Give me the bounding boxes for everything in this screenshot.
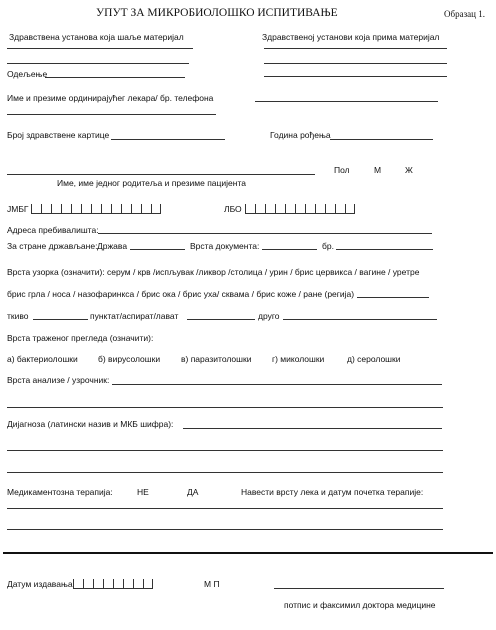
exam-option-bacteriological[interactable]: а) бактериолошки bbox=[7, 354, 78, 364]
document-type-label: Врста документа: bbox=[190, 241, 260, 251]
diagnosis-label: Дијагноза (латински назив и МКБ шифра): bbox=[7, 419, 174, 429]
doctor-label: Име и презиме ординирајућег лекара/ бр. телефона bbox=[7, 93, 214, 103]
exam-option-serological[interactable]: д) серолошки bbox=[347, 354, 401, 364]
region-line[interactable] bbox=[357, 297, 429, 298]
patient-name-line[interactable] bbox=[7, 174, 315, 175]
therapy-note-label: Навести врсту лека и датум почетка терапије: bbox=[241, 487, 424, 497]
exam-option-parasitological[interactable]: в) паразитолошки bbox=[181, 354, 252, 364]
document-number-label: бр. bbox=[322, 241, 334, 251]
issue-date-label: Датум издавања bbox=[7, 579, 73, 589]
receiver-institution-line-3[interactable] bbox=[264, 76, 447, 77]
health-card-label: Број здравствене картице bbox=[7, 130, 110, 140]
analysis-line-2[interactable] bbox=[7, 407, 443, 408]
sex-female-option[interactable]: Ж bbox=[405, 165, 413, 175]
exam-type-label: Врста траженог прегледа (означити): bbox=[7, 333, 154, 343]
therapy-line-2[interactable] bbox=[7, 529, 443, 530]
jmbg-label: ЈМБГ bbox=[7, 204, 29, 214]
exam-option-mycological[interactable]: г) миколошки bbox=[272, 354, 325, 364]
foreign-citizens-label: За стране држављане: bbox=[7, 241, 98, 251]
doctor-line-2[interactable] bbox=[7, 114, 216, 115]
lbo-label: ЛБО bbox=[224, 204, 242, 214]
signature-line[interactable] bbox=[274, 588, 444, 589]
stamp-label: М П bbox=[204, 579, 220, 589]
therapy-yes-option[interactable]: ДА bbox=[187, 487, 199, 497]
birth-year-line[interactable] bbox=[330, 139, 433, 140]
diagnosis-line-3[interactable] bbox=[7, 472, 443, 473]
health-card-line[interactable] bbox=[111, 139, 225, 140]
patient-name-label: Име, име једног родитеља и презиме пацијента bbox=[57, 178, 246, 188]
doctor-line-1[interactable] bbox=[255, 101, 438, 102]
receiver-institution-line-1[interactable] bbox=[264, 48, 447, 49]
punctate-line[interactable] bbox=[187, 319, 255, 320]
receiver-institution-label: Здравственој установи која прима материјал bbox=[262, 32, 440, 42]
sender-institution-line-2[interactable] bbox=[7, 63, 189, 64]
country-line[interactable] bbox=[130, 249, 185, 250]
document-number-line[interactable] bbox=[336, 249, 433, 250]
signature-label: потпис и факсимил доктора медицине bbox=[284, 600, 436, 610]
sample-type-label: Врста узорка (означити): серум / крв /испљувак /ликвор /столица / урин / брис цервикса / вагине / уретре bbox=[7, 267, 420, 277]
exam-option-virological[interactable]: б) вирусолошки bbox=[98, 354, 161, 364]
analysis-label: Врста анализе / узрочник: bbox=[7, 375, 110, 385]
section-divider bbox=[3, 552, 493, 554]
therapy-line-1[interactable] bbox=[7, 508, 443, 509]
sender-institution-label: Здравствена установа која шаље материјал bbox=[9, 32, 184, 42]
sex-label: Пол bbox=[334, 165, 350, 175]
punctate-label: пунктат/аспират/лават bbox=[90, 311, 179, 321]
therapy-label: Медикаментозна терапија: bbox=[7, 487, 113, 497]
address-line[interactable] bbox=[98, 233, 432, 234]
tissue-line[interactable] bbox=[33, 319, 88, 320]
department-label: Одељење bbox=[7, 69, 48, 79]
diagnosis-line-2[interactable] bbox=[7, 450, 443, 451]
analysis-line-1[interactable] bbox=[112, 384, 442, 385]
sample-type-label-2: брис грла / носа / назофаринкса / брис ока / брис уха/ сквама / брис коже / ране (регија) bbox=[7, 289, 355, 299]
diagnosis-line-1[interactable] bbox=[183, 428, 442, 429]
lbo-boxes[interactable] bbox=[245, 204, 355, 214]
country-label: Држава bbox=[97, 241, 128, 251]
sender-institution-line-1[interactable] bbox=[7, 48, 193, 49]
form-number: Образац 1. bbox=[444, 9, 485, 19]
other-label: друго bbox=[258, 311, 280, 321]
document-type-line[interactable] bbox=[262, 249, 317, 250]
address-label: Адреса пребивалишта: bbox=[7, 225, 99, 235]
birth-year-label: Година рођења bbox=[270, 130, 331, 140]
other-line[interactable] bbox=[283, 319, 437, 320]
jmbg-boxes[interactable] bbox=[31, 204, 161, 214]
form-title: УПУТ ЗА МИКРОБИОЛОШКО ИСПИТИВАЊЕ bbox=[96, 7, 338, 19]
department-line[interactable] bbox=[45, 77, 185, 78]
tissue-label: ткиво bbox=[7, 311, 29, 321]
therapy-no-option[interactable]: НЕ bbox=[137, 487, 149, 497]
receiver-institution-line-2[interactable] bbox=[264, 63, 447, 64]
sex-male-option[interactable]: М bbox=[374, 165, 382, 175]
issue-date-boxes[interactable] bbox=[73, 579, 153, 589]
